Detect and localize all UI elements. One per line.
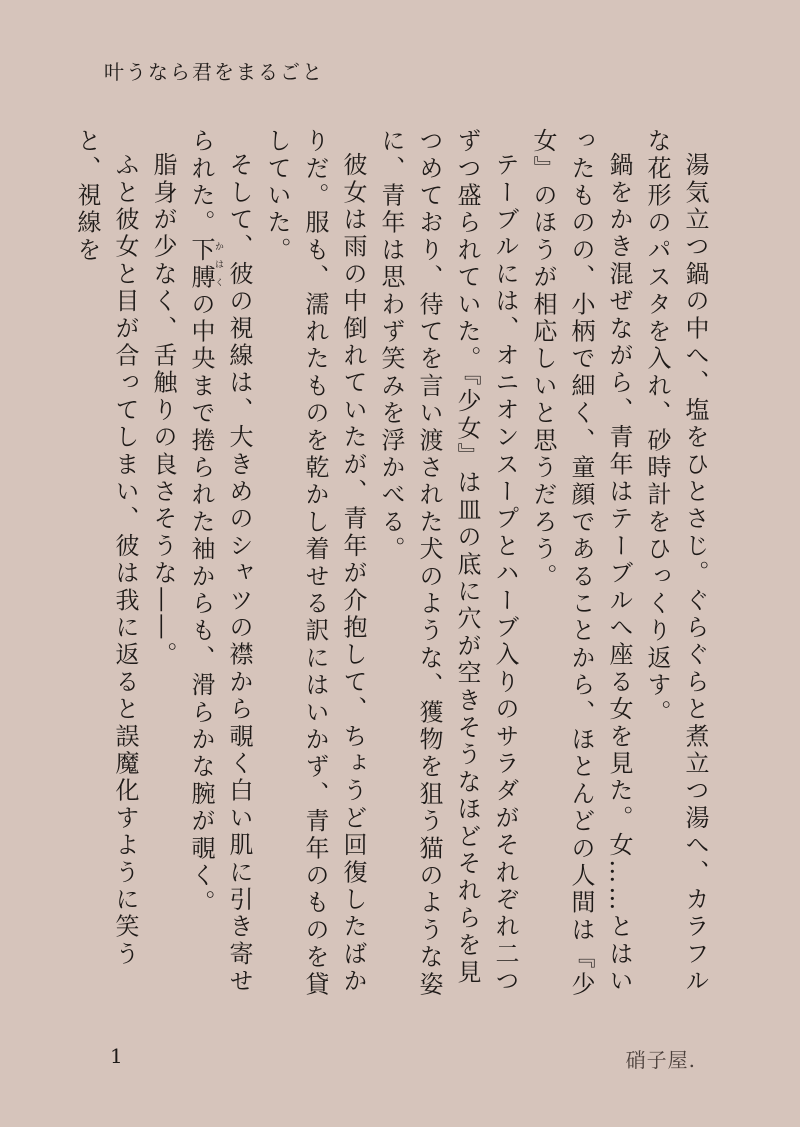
paragraph-3: テーブルには、オニオンスープとハーブ入りのサラダがそれぞれ二つずつ盛られていた。『少女』は皿の底に穴が空きそうなほどそれらを見つめており、待てを言い渡された犬のような、獲物を狙う猫のような姿に、青年は思わず笑みを浮かべる。 (377, 128, 519, 999)
paragraph-4: 彼女は雨の中倒れていたが、青年が介抱して、ちょうど回復したばかりだ。服も、濡れたものを乾かし着せる訳にはいかず、青年のものを貸していた。 (263, 128, 367, 999)
paragraph-5-start: そして、彼の視線は、大きめのシャツの襟から覗く白い肌に引き寄せられた。 (187, 128, 253, 996)
ruby-base: 下膊 (187, 236, 215, 292)
paragraph-5-end: の中央まで捲られた袖からも、滑らかな腕が覗く。 (187, 291, 215, 917)
paragraph-6: 脂身が少なく、舌触りの良さそうな――。 (149, 152, 177, 669)
publisher-name: 硝子屋. (625, 1048, 696, 1072)
running-header-title: 叶うなら君をまるごと (104, 60, 324, 84)
paragraph-2: 鍋をかき混ぜながら、青年はテーブルへ座る女を見た。女……とはいったものの、小柄で細く、童顔であることから、ほとんどの人間は『少女』のほうが相応しいと思うだろう。 (529, 128, 633, 999)
ruby-reading: かはく (213, 236, 223, 292)
paragraph-1: 湯気立つ鍋の中へ、塩をひとさじ。ぐらぐらと煮立つ湯へ、カラフルな花形のパスタを入れ、砂時計をひっくり返す。 (643, 128, 709, 996)
ruby-kahaku (187, 236, 223, 292)
vertical-body-text (73, 128, 714, 1008)
paragraph-7: ふと彼女と目が合ってしまい、彼は我に返ると誤魔化すように笑うと、視線を (73, 128, 139, 968)
page-number: 1 (110, 1044, 123, 1068)
paragraph-5 (182, 128, 258, 1008)
